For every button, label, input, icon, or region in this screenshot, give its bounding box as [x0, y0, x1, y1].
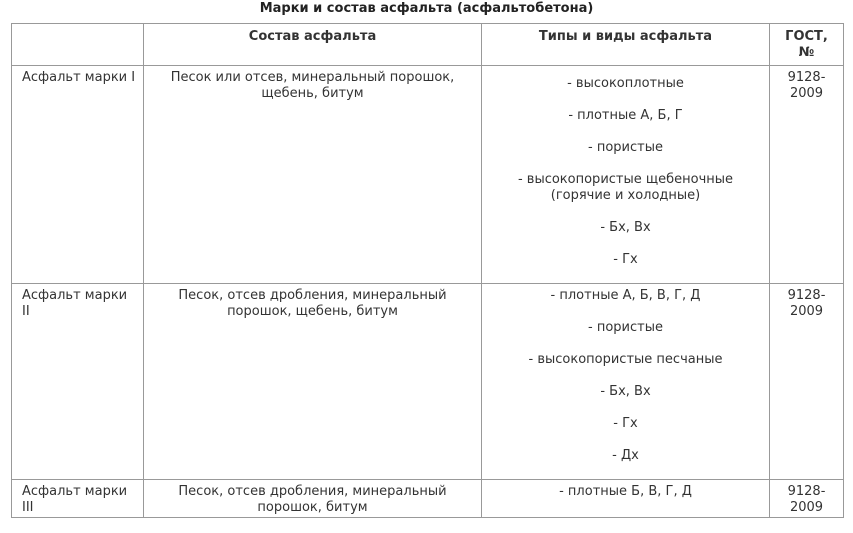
type-item: - пористые — [588, 140, 663, 155]
types-cell — [482, 480, 770, 518]
type-item: - высокопористые песчаные — [528, 352, 723, 367]
type-item: - высокоплотные — [567, 76, 684, 91]
type-item: - плотные А, Б, Г — [568, 108, 683, 123]
type-item: - Бх, Вх — [600, 384, 651, 399]
type-item: - высокопористые щебеночные (горячие и холодные) — [517, 172, 734, 203]
type-item: - Гх — [613, 252, 638, 267]
types-cell — [482, 284, 770, 480]
page-title: Марки и состав асфальта (асфальтобетона) — [259, 1, 594, 16]
type-item: - Бх, Вх — [600, 220, 651, 235]
composition-cell: Песок, отсев дробления, минеральный порошок, щебень, битум — [144, 284, 482, 480]
asphalt-grades-table — [11, 23, 844, 518]
grade-cell: Асфальт марки III — [12, 480, 144, 518]
header-gost: ГОСТ, № — [770, 24, 844, 66]
type-item: - плотные Б, В, Г, Д — [559, 484, 692, 499]
table-row — [12, 480, 844, 518]
gost-cell: 9128-2009 — [770, 66, 844, 284]
type-item: - Гх — [613, 416, 638, 431]
header-composition: Состав асфальта — [144, 24, 482, 66]
header-grade — [12, 24, 144, 66]
header-types: Типы и виды асфальта — [482, 24, 770, 66]
table-header-row — [12, 24, 844, 66]
grade-cell: Асфальт марки I — [12, 66, 144, 284]
composition-cell: Песок или отсев, минеральный порошок, щебень, битум — [144, 66, 482, 284]
gost-cell: 9128-2009 — [770, 480, 844, 518]
table-row — [12, 284, 844, 480]
grade-cell: Асфальт марки II — [12, 284, 144, 480]
types-cell — [482, 66, 770, 284]
type-item: - пористые — [588, 320, 663, 335]
gost-cell: 9128-2009 — [770, 284, 844, 480]
type-item: - Дх — [612, 448, 639, 463]
type-item: - плотные А, Б, В, Г, Д — [550, 288, 701, 303]
composition-cell: Песок, отсев дробления, минеральный порошок, битум — [144, 480, 482, 518]
table-row — [12, 66, 844, 284]
